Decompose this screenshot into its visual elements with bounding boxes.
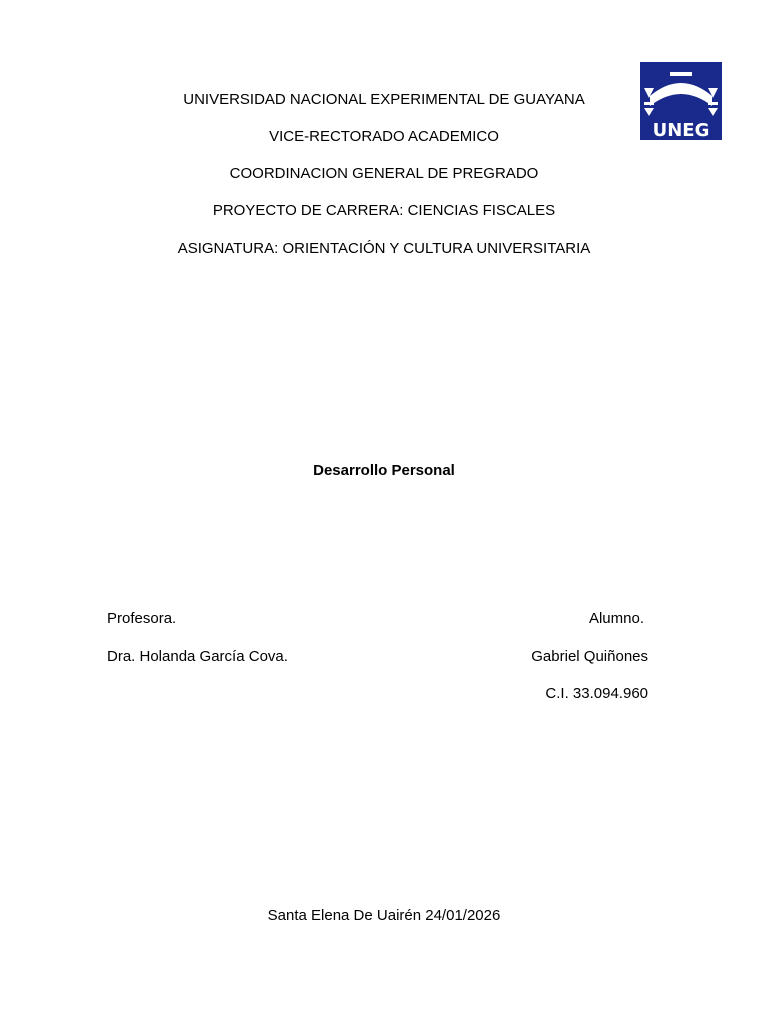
student-label: Alumno. (588, 610, 644, 627)
place-date: Santa Elena De Uairén 24/01/2026 (267, 907, 501, 924)
logo-wordmark: UNEG (652, 120, 710, 140)
document-title: Desarrollo Personal (313, 462, 455, 479)
header-vice-rectorado: VICE-RECTORADO ACADEMICO (269, 128, 499, 145)
student-name: Gabriel Quiñones (531, 648, 648, 665)
header-proyecto: PROYECTO DE CARRERA: CIENCIAS FISCALES (212, 202, 556, 219)
student-id: C.I. 33.094.960 (545, 685, 648, 702)
professor-label: Profesora. (107, 610, 177, 627)
header-asignatura: ASIGNATURA: ORIENTACIÓN Y CULTURA UNIVERSITARIA (177, 240, 591, 257)
uneg-logo (640, 62, 722, 140)
header-university: UNIVERSIDAD NACIONAL EXPERIMENTAL DE GUAYANA (183, 91, 585, 108)
header-coordinacion: COORDINACION GENERAL DE PREGRADO (229, 165, 539, 182)
professor-name: Dra. Holanda García Cova. (107, 648, 288, 665)
